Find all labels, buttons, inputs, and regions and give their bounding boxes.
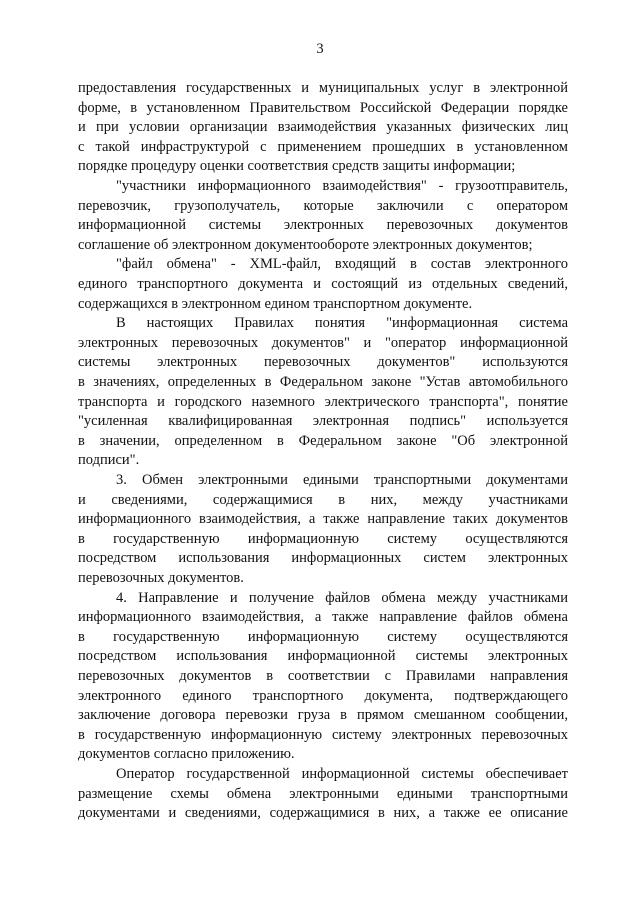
text-line: 3. Обмен электронными едиными транспортными документами <box>116 472 568 488</box>
text-line: размещение схемы обмена электронными едиными транспортными <box>78 785 568 802</box>
text-line: информационной системы электронных перевозочных документов <box>78 217 568 234</box>
text-line: "файл обмена" - XML-файл, входящий в состав электронного <box>116 256 568 273</box>
text-line: документов согласно приложению. <box>78 746 295 763</box>
text-line: перевозчик, грузополучатель, которые заключили с оператором <box>78 197 568 214</box>
text-line: предоставления государственных и муниципальных услуг в электронной <box>78 80 568 96</box>
text-line: порядке процедуру оценки соответствия средств защиты информации; <box>78 158 516 175</box>
text-line: и сведениями, содержащимися в них, между участниками <box>78 491 568 508</box>
text-line: В настоящих Правилах понятия "информационная система <box>116 315 568 332</box>
text-line: перевозочных документов. <box>78 570 244 586</box>
text-line: в государственную информационную систему электронных перевозочных <box>78 726 568 743</box>
text-line: в государственную информационную систему осуществляются <box>78 530 568 547</box>
text-line: в государственную информационную систему осуществляются <box>78 628 568 645</box>
text-line: содержащихся в электронном едином транспортном документе. <box>78 295 473 312</box>
text-line: "усиленная квалифицированная электронная подпись" используется <box>78 413 568 430</box>
text-line: Оператор государственной информационной системы обеспечивает <box>116 766 568 782</box>
text-line: с такой инфраструктурой с применением прошедших в установленном <box>78 138 568 155</box>
text-line: заключение договора перевозки груза в прямом смешанном сообщении, <box>78 707 568 724</box>
page-number: 3 <box>316 41 324 57</box>
text-line: в значении, определенном в Федеральном законе "Об электронной <box>78 432 568 449</box>
text-line: подписи". <box>78 452 140 469</box>
text-line: единого транспортного документа и состоящий из отдельных сведений, <box>78 276 568 292</box>
text-line: электронных перевозочных документов" и "оператор информационной <box>78 334 568 351</box>
text-line: соглашение об электронном документообороте электронных документов; <box>78 236 533 253</box>
text-line: в значениях, определенных в Федеральном законе "Устав автомобильного <box>78 374 568 390</box>
text-line: "участники информационного взаимодействия" - грузоотправитель, <box>116 178 568 194</box>
text-line: транспорта и городского наземного электрического транспорта", понятие <box>78 393 568 410</box>
text-line: информационного взаимодействия, а также направление таких документов <box>78 511 568 528</box>
text-line: документами и сведениями, содержащимися в них, а также ее описание <box>78 805 568 822</box>
text-line: электронного единого транспортного документа, подтверждающего <box>78 687 568 704</box>
text-line: системы электронных перевозочных документов" используются <box>78 354 568 371</box>
text-line: перевозочных документов в соответствии с Правилами направления <box>78 668 568 684</box>
text-line: посредством использования информационных систем электронных <box>78 550 568 567</box>
text-line: посредством использования информационной системы электронных <box>78 648 568 665</box>
text-line: и при условии организации взаимодействия указанных физических лиц <box>78 119 568 136</box>
text-line: 4. Направление и получение файлов обмена между участниками <box>116 589 568 606</box>
text-line: информационного взаимодействия, а также направление файлов обмена <box>78 609 568 626</box>
text-line: форме, в установленном Правительством Российской Федерации порядке <box>78 99 568 116</box>
